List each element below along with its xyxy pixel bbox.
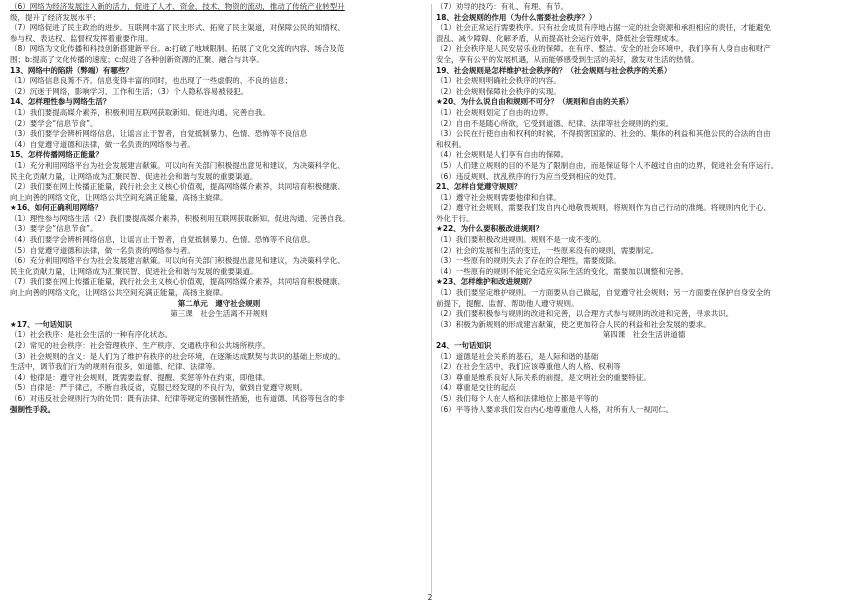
left-text-line: （3）社会规则的含义：是人们为了维护有秩序的社会环境，在逐渐达成默契与共识的基础上形成的。 bbox=[10, 351, 345, 361]
left-text-line: 向上向善的网络文化，让网络公共空间充满正能量，高扬主旋律。 bbox=[10, 192, 228, 202]
left-text-line: （2）要学会“信息节食”。 bbox=[10, 118, 98, 128]
right-text-line: 第四课 社会生活讲道德 bbox=[602, 330, 686, 340]
left-text-line: （1）我们要提高媒介素养，积极利用互联网获取新知、促进沟通、完善自我。 bbox=[10, 107, 270, 117]
left-text-line: 13、网络中的陷阱（弊端）有哪些？ bbox=[10, 65, 133, 75]
right-text-line: ★20、为什么说自由和规则不可分？（规则和自由的关系） bbox=[436, 97, 634, 107]
right-text-line: （2）社会秩序是人民安居乐业的保障。在有序、整洁、安全的社会环境中，我们享有人身自由和财产 bbox=[436, 44, 771, 54]
right-text-line: 混乱、减少障碍、化解矛盾，从而提高社会运行效率，降低社会管理成本。 bbox=[436, 33, 684, 43]
left-text-line: ★16、如何正确利用网络？ bbox=[10, 203, 103, 213]
right-text-line: 24、一句话知识 bbox=[436, 341, 492, 350]
right-text-line: （6）平等待人要求我们发自内心地尊重他人人格，对所有人一视同仁。 bbox=[436, 404, 674, 414]
right-text-line: 安全，享有公平的发展机遇，从而能够感受到生活的美好，激发对生活的热情。 bbox=[436, 54, 699, 64]
left-text-line: （2）我们要在网上传播正能量，践行社会主义核心价值观，提高网络媒介素养，共同培育积极健康、 bbox=[10, 182, 345, 192]
left-text-line: （1）社会秩序：是社会生活的一种有序化状态。 bbox=[10, 330, 173, 340]
left-text-line: ★17、一句话知识 bbox=[10, 319, 73, 329]
column-divider bbox=[431, 4, 432, 594]
right-text-line: （1）道德是社会关系的基石，是人际和谐的基础 bbox=[436, 351, 599, 361]
right-text-line: （2）社会规则保障社会秩序的实现。 bbox=[436, 86, 561, 96]
left-text-line: 14、怎样理性参与网络生活？ bbox=[10, 97, 111, 107]
left-text-line: （5）自律是：严于律己，不断自我反省，克服已经发现的不良行为，做到自觉遵守规则。 bbox=[10, 383, 308, 393]
right-text-line: （3）公民在行使自由和权利的时候，不得损害国家的、社会的、集体的利益和其他公民的合法的自由 bbox=[436, 129, 771, 139]
left-text-line: （6）网络为经济发展注入新的活力，促进了人才、资金、技术、物资的流动，推动了传统产业转型升 bbox=[10, 2, 345, 11]
left-text-line: 级，提升了经济发展水平； bbox=[10, 12, 100, 22]
left-text-line: 向上向善的网络文化，让网络公共空间充满正能量，高扬主旋律。 bbox=[10, 288, 228, 298]
right-text-line: 21、怎样自觉遵守规则？ bbox=[436, 182, 522, 192]
right-text-line: 18、社会规则的作用（为什么需要社会秩序？） bbox=[436, 12, 597, 22]
right-text-line: （2）社会的发展和生活的变迁，一些原来没有的规则，需要制定。 bbox=[436, 245, 659, 255]
right-text-line: （3）积极为新规则的形成建言献策，使之更加符合人民的利益和社会发展的要求。 bbox=[436, 319, 711, 329]
right-text-line: （1）社会正常运行需要秩序。只有社会成员有序地占据一定的社会资源和承担相应的责任，才能避免 bbox=[436, 23, 771, 33]
right-text-line: （1）社会规则明确社会秩序的内容。 bbox=[436, 76, 561, 86]
left-text-line: （8）网络为文化传播和科技创新搭建新平台。a:打破了地域限制、拓展了文化交流的内容、场合及范 bbox=[10, 44, 345, 54]
left-text-line: （6）充分利用网络平台为社会发展建言献策。可以向有关部门积极提出意见和建议，为决策科学化、 bbox=[10, 256, 345, 266]
right-text-line: 前提下，提醒、监督、帮助他人遵守规则。 bbox=[436, 298, 579, 308]
right-text-line: （2）我们要积极参与规则的改进和完善，以合理方式参与规则的改进和完善，寻求共识。 bbox=[436, 309, 734, 319]
left-text-line: 民主化贡献力量，让网络成为汇聚民智、促进社会和谐与发展的重要渠道。 bbox=[10, 171, 258, 181]
left-column bbox=[10, 2, 428, 415]
left-text-line: 强制性手段。 bbox=[10, 404, 55, 414]
right-text-line: （2）遵守社会规则，需要我们发自内心地敬畏规则，将规则作为自己行动的准绳。将规则内化于心、 bbox=[436, 203, 771, 213]
right-text-line: （4）一些原有的规则不能完全适应实际生活的变化，需要加以调整和完善。 bbox=[436, 266, 689, 276]
left-text-line: （3）我们要学会辨析网络信息，让谣言止于智者，自觉抵制暴力、色情、恐怖等不良信息 bbox=[10, 129, 308, 139]
left-text-line: （3）要学会“信息节食”。 bbox=[10, 224, 98, 234]
right-text-line: （1）社会规则划定了自由的边界。 bbox=[436, 107, 554, 117]
left-text-line: （1）理性参与网络生活（2）我们要提高媒介素养，积极利用互联网获取新知、促进沟通、完善自我。 bbox=[10, 213, 350, 223]
right-text-line: ★22、为什么要积极改进规则？ bbox=[436, 224, 544, 234]
left-text-line: （7）我们要在网上传播正能量，践行社会主义核心价值观，提高网络媒介素养，共同培育积极健康、 bbox=[10, 277, 345, 287]
left-text-line: （6）对违反社会规则行为的处罚：既有法律、纪律等规定的强制性措施，也有道德、风俗等包含的非 bbox=[10, 393, 345, 403]
right-text-line: （4）尊重是交往的起点 bbox=[436, 383, 516, 393]
right-text-line: （3）尊重是维系良好人际关系的前提，是文明社会的重要特征。 bbox=[436, 372, 651, 382]
right-text-line: （1）我们要坚定维护规则。一方面要从自己做起，自觉遵守社会规则；另一方面要在保护自身安全的 bbox=[436, 288, 771, 298]
right-text-line: （5）人们建立规则的目的不是为了限制自由，而是保证每个人不越过自由的边界，促进社会有序运行。 bbox=[436, 160, 779, 170]
left-text-line: （4）我们要学会辨析网络信息，让谣言止于智者，自觉抵制暴力、色情、恐怖等不良信息。 bbox=[10, 235, 315, 245]
right-text-line: （2）自由不是随心所欲，它受到道德、纪律、法律等社会规则的约束。 bbox=[436, 118, 674, 128]
left-text-line: （7）网络促进了民主政治的进步。互联网丰富了民主形式、拓宽了民主渠道，对保障公民的知情权、 bbox=[10, 23, 345, 33]
right-text-line: （6）违反规则、扰乱秩序的行为应当受到相应的处罚。 bbox=[436, 171, 621, 181]
left-text-line: 参与权、表达权、监督权发挥着重要作用。 bbox=[10, 33, 153, 43]
left-text-line: 民主化贡献力量，让网络成为汇聚民智、促进社会和谐与发展的重要渠道。 bbox=[10, 266, 258, 276]
left-text-line: 15、怎样传播网络正能量？ bbox=[10, 150, 103, 160]
left-text-line: 第三课 社会生活离不开规则 bbox=[170, 309, 268, 319]
right-text-line: 外化于行。 bbox=[436, 213, 474, 223]
left-text-line: （4）自觉遵守道德和法律，做一名负责的网络参与者。 bbox=[10, 139, 195, 149]
left-text-line: 第二单元 遵守社会规则 bbox=[177, 298, 261, 308]
left-text-line: （5）自觉遵守道德和法律，做一名负责的网络参与者。 bbox=[10, 245, 195, 255]
left-text-line: 围；b:提高了文化传播的速度；c:促进了各种创新资源的汇聚、融合与共享。 bbox=[10, 54, 264, 64]
right-column bbox=[436, 2, 852, 415]
right-text-line: （4）社会规则是人们享有自由的保障。 bbox=[436, 150, 569, 160]
right-text-line: ★23、怎样维护和改进规则？ bbox=[436, 277, 536, 287]
right-text-line: （5）我们每个人在人格和法律地位上都是平等的 bbox=[436, 393, 599, 403]
page-number: 2 bbox=[427, 593, 433, 602]
right-text-line: （1）遵守社会规则需要他律和自律。 bbox=[436, 192, 561, 202]
right-text-line: （3）一些原有的规则失去了存在的合理性，需要废除。 bbox=[436, 256, 621, 266]
right-text-line: （1）我们要积极改进规则。规则不是一成不变的。 bbox=[436, 235, 606, 245]
left-text-line: （4）他律是：遵守社会规则，既需要监督、提醒、奖惩等外在约束，即他律。 bbox=[10, 372, 270, 382]
left-text-line: （1）充分利用网络平台为社会发展建言献策。可以向有关部门积极提出意见和建议，为决策科学化、 bbox=[10, 160, 345, 170]
left-text-line: （2）沉迷于网络，影响学习、工作和生活；（3）个人隐私容易被侵犯。 bbox=[10, 86, 249, 96]
left-text-line: （2）常见的社会秩序：社会管理秩序、生产秩序、交通秩序和公共场所秩序。 bbox=[10, 341, 270, 350]
left-text-line: （1）网络信息良莠不齐。信息变得丰富的同时，也出现了一些虚假的、不良的信息； bbox=[10, 76, 293, 86]
right-text-line: （2）在社会生活中，我们应该尊重他人的人格、权利等 bbox=[436, 362, 621, 372]
right-text-line: 19、社会规则是怎样维护社会秩序的？（社会规则与社会秩序的关系） bbox=[436, 65, 672, 75]
left-text-line: 生活中，调节我们行为的规则有很多，如道德、纪律、法律等。 bbox=[10, 362, 220, 372]
right-text-line: （7）劝导的技巧：有礼、有理、有节。 bbox=[436, 2, 569, 11]
right-text-line: 和权利。 bbox=[436, 139, 466, 149]
